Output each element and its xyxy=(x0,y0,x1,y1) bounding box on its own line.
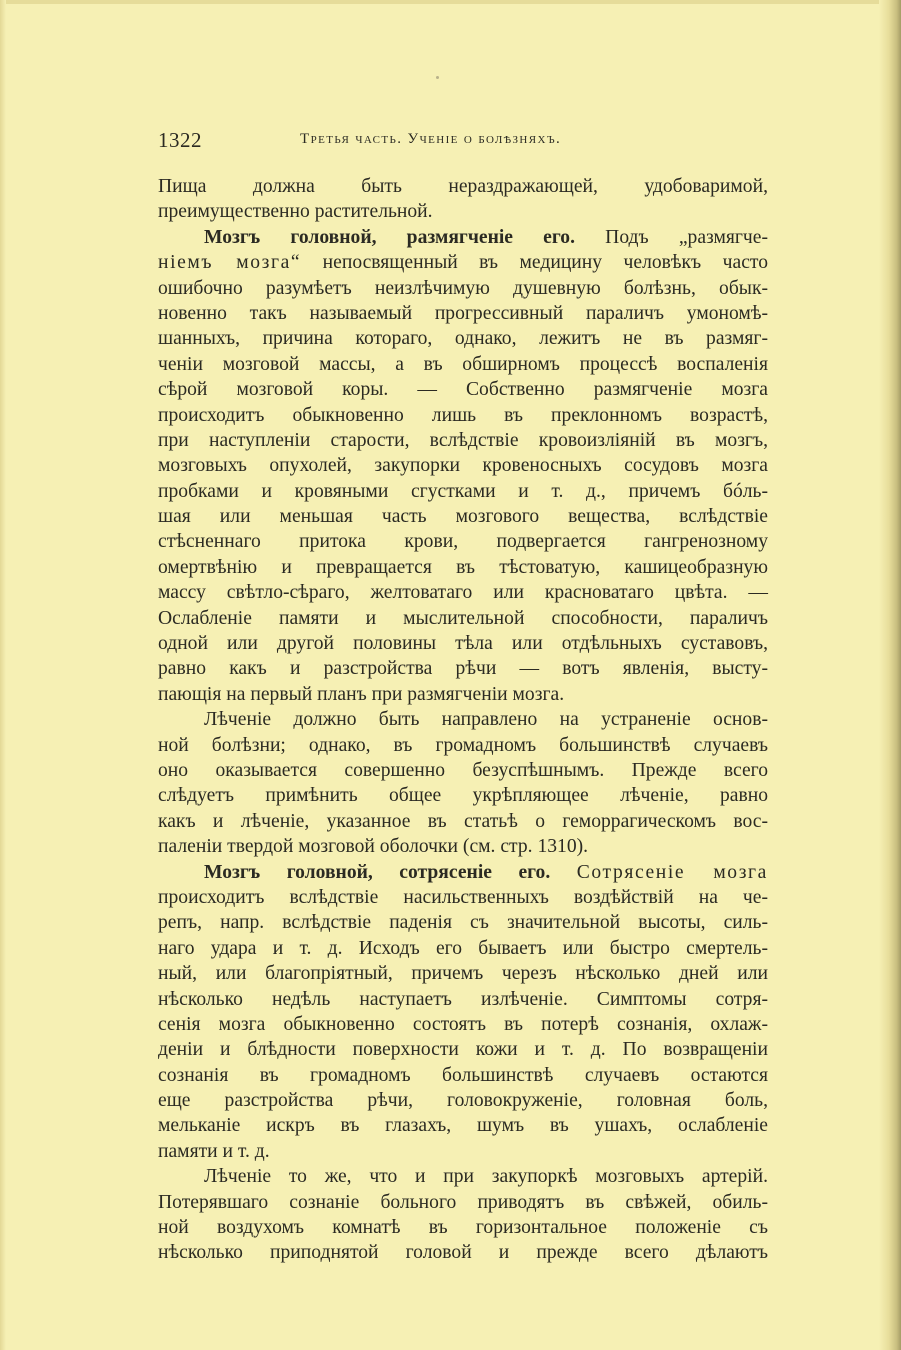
text-line: Потерявшаго сознаніе больного приводятъ въ свѣжей, обиль- xyxy=(158,1191,768,1213)
entry-heading-concussion: Мозгъ головной, сотрясеніе его. xyxy=(204,861,551,883)
text-line: сенія мозга обыкновенно состоятъ въ потерѣ сознанія, охлаж- xyxy=(158,1013,768,1035)
text-line: наго удара и т. д. Исходъ его бываетъ или быстро смертель- xyxy=(158,937,768,959)
text-line: нѣсколько недѣль наступаетъ излѣченіе. Симптомы сотря- xyxy=(158,988,768,1010)
text-line: Лѣченіе то же, что и при закупоркѣ мозговыхъ артерій. xyxy=(204,1166,768,1188)
text-line: ной воздухомъ комнатѣ въ горизонтальное положеніе съ xyxy=(158,1217,768,1239)
text-line: равно какъ и разстройства рѣчи — вотъ явленія, высту- xyxy=(158,658,768,680)
text-line: пробками и кровяными сгустками и т. д., причемъ бóль- xyxy=(158,480,768,502)
text-line: сѣрой мозговой коры. — Собственно размягченіе мозга xyxy=(158,379,768,401)
text-line: пающія на первый планъ при размягченіи мозга. xyxy=(158,683,565,705)
text-line: происходитъ обыкновенно лишь въ преклонномъ возрастѣ, xyxy=(158,404,768,426)
text-line: памяти и т. д. xyxy=(158,1140,270,1162)
text-line xyxy=(158,860,768,885)
text-fragment: Подъ „размягче- xyxy=(605,226,769,248)
text-line: репъ, напр. вслѣдствіе паденія съ значительной высоты, силь- xyxy=(158,912,768,934)
text-line: паленіи твердой мозговой оболочки (см. стр. 1310). xyxy=(158,836,589,858)
text-line: слѣдуетъ примѣнить общее укрѣпляющее лѣченіе, равно xyxy=(158,785,768,807)
text-line: при наступленіи старости, вслѣдствіе кровоизліяній въ мозгъ, xyxy=(158,429,768,451)
text-line: новенно такъ называемый прогрессивный параличъ умономѣ- xyxy=(158,302,768,324)
text-line: Ослабленіе памяти и мыслительной способности, параличъ xyxy=(158,607,768,629)
page-top-edge xyxy=(0,0,901,4)
body-text xyxy=(158,174,768,1266)
text-line: преимущественно растительной. xyxy=(158,201,433,223)
page-number: 1322 xyxy=(158,128,202,152)
text-line xyxy=(158,250,768,275)
emphasis-term: Сотрясеніе мозга xyxy=(576,861,768,883)
text-line: ный, или благопріятный, причемъ черезъ нѣсколько дней или xyxy=(158,963,768,985)
text-line: какъ и лѣченіе, указанное въ статьѣ о геморрагическомъ вос- xyxy=(158,810,768,832)
text-line: стѣсненнаго притока крови, подвергается гангренозному xyxy=(158,531,768,553)
text-line: оно оказывается совершенно безуспѣшнымъ. Прежде всего xyxy=(158,759,768,781)
text-fragment: непосвященный въ медицину человѣкъ часто xyxy=(322,252,768,274)
text-line: мельканіе искръ въ глазахъ, шумъ въ ушахъ, ослабленіе xyxy=(158,1115,768,1137)
text-line: ошибочно разумѣетъ неизлѣчимую душевную болѣзнь, обык- xyxy=(158,277,768,299)
page-right-edge xyxy=(879,0,901,1350)
text-line: одной или другой половины тѣла или отдѣльныхъ суставовъ, xyxy=(158,633,768,655)
paper-speck xyxy=(436,76,439,79)
text-line: ной болѣзни; однако, въ громадномъ большинствѣ случаевъ xyxy=(158,734,768,756)
text-line: еще разстройства рѣчи, головокруженіе, головная боль, xyxy=(158,1090,768,1112)
text-line: нѣсколько приподнятой головой и прежде всего дѣлаютъ xyxy=(158,1242,768,1264)
running-head xyxy=(158,128,768,156)
running-title: Третья часть. Ученіе о болѣзняхъ. xyxy=(300,131,562,147)
emphasis-term: ніемъ мозга“ xyxy=(158,252,302,274)
text-line: сознанія въ громадномъ большинствѣ случаевъ остаются xyxy=(158,1064,768,1086)
text-line: Лѣченіе должно быть направлено на устраненіе основ- xyxy=(204,709,768,731)
text-line: шанныхъ, причина котораго, однако, лежитъ не въ размяг- xyxy=(158,328,768,350)
text-line: Пища должна быть нераздражающей, удобоваримой, xyxy=(158,176,768,197)
text-line xyxy=(158,225,768,250)
entry-heading-softening: Мозгъ головной, размягченіе его. xyxy=(204,226,575,248)
text-line: деніи и блѣдности поверхности кожи и т. д. По возвращеніи xyxy=(158,1039,768,1061)
text-line: мозговыхъ опухолей, закупорки кровеносныхъ сосудовъ мозга xyxy=(158,455,768,477)
text-line: шая или меньшая часть мозгового вещества, вслѣдствіе xyxy=(158,506,768,528)
text-line: массу свѣтло-сѣраго, желтоватаго или красноватаго цвѣта. — xyxy=(158,582,768,604)
text-line: происходитъ вслѣдствіе насильственныхъ воздѣйствій на че- xyxy=(158,886,768,908)
text-line: омертвѣнію и превращается въ тѣстоватую, кашицеобразную xyxy=(158,556,768,578)
text-line: ченіи мозговой массы, а въ обширномъ процессѣ воспаленія xyxy=(158,353,768,375)
page-left-edge xyxy=(0,0,6,1350)
